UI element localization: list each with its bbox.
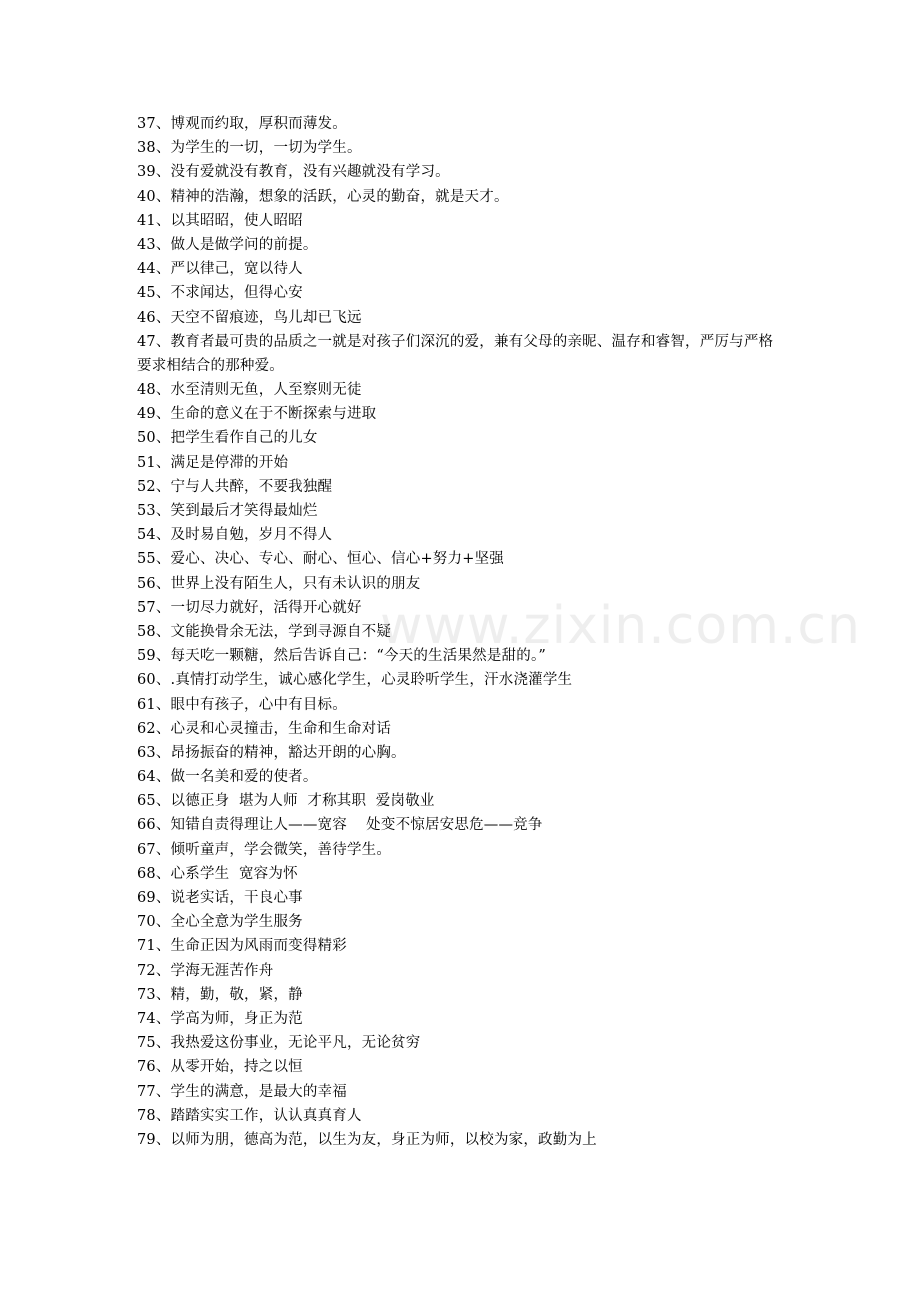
- list-item: 46、天空不留痕迹，鸟儿却已飞远: [137, 309, 362, 326]
- list-item: 48、水至清则无鱼，人至察则无徒: [137, 382, 362, 399]
- list-item: 39、没有爱就没有教育，没有兴趣就没有学习。: [137, 164, 450, 181]
- list-item: 68、心系学生 宽容为怀: [137, 865, 298, 882]
- list-item: 56、世界上没有陌生人，只有未认识的朋友: [137, 575, 421, 592]
- list-item: 77、学生的满意，是最大的幸福: [137, 1083, 347, 1100]
- list-item: 54、及时易自勉，岁月不得人: [137, 527, 333, 544]
- list-item: 60、.真情打动学生，诚心感化学生，心灵聆听学生，汗水浇灌学生: [137, 672, 573, 689]
- list-item: 53、笑到最后才笑得最灿烂: [137, 503, 318, 520]
- list-item: 71、生命正因为风雨而变得精彩: [137, 938, 347, 955]
- list-item: 58、文能换骨余无法，学到寻源自不疑: [137, 623, 392, 640]
- list-item: 40、精神的浩瀚，想象的活跃，心灵的勤奋，就是天才。: [137, 188, 509, 205]
- list-item: 55、爱心、决心、专心、耐心、恒心、信心+努力+坚强: [137, 551, 504, 568]
- list-item: 74、学高为师，身正为范: [137, 1010, 303, 1027]
- list-item: 65、以德正身 堪为人师 才称其职 爱岗敬业: [137, 793, 435, 810]
- list-item: 38、为学生的一切，一切为学生。: [137, 140, 362, 157]
- list-item: 62、心灵和心灵撞击，生命和生命对话: [137, 720, 392, 737]
- list-item: 72、学海无涯苦作舟: [137, 962, 274, 979]
- list-item: 43、做人是做学问的前提。: [137, 236, 318, 253]
- list-item: 59、每天吃一颗糖，然后告诉自己：“今天的生活果然是甜的。”: [137, 648, 547, 665]
- list-item: 51、满足是停滞的开始: [137, 454, 289, 471]
- list-item: 47、教育者最可贵的品质之一就是对孩子们深沉的爱，兼有父母的亲昵、温存和睿智，严厉与严格要求相结合的那种爱。: [137, 333, 774, 374]
- list-item: 73、精，勤，敬，紧，静: [137, 986, 303, 1003]
- document-body: [137, 112, 787, 1152]
- list-item: 61、眼中有孩子，心中有目标。: [137, 696, 347, 713]
- list-item: 50、把学生看作自己的儿女: [137, 430, 318, 447]
- list-item: 41、以其昭昭，使人昭昭: [137, 212, 303, 229]
- list-item: 76、从零开始，持之以恒: [137, 1059, 303, 1076]
- list-item: 37、博观而约取，厚积而薄发。: [137, 116, 347, 132]
- list-item: 66、知错自责得理让人——宽容 处变不惊居安思危——竞争: [137, 817, 543, 834]
- list-item: 75、我热爱这份事业，无论平凡，无论贫穷: [137, 1035, 421, 1052]
- list-item: 52、宁与人共醉，不要我独醒: [137, 478, 333, 495]
- list-item: 79、以师为朋，德高为范，以生为友，身正为师，以校为家，政勤为上: [137, 1131, 597, 1148]
- list-item: 44、严以律己，宽以待人: [137, 261, 303, 278]
- list-item: 49、生命的意义在于不断探索与进取: [137, 406, 377, 423]
- watermark: www.zixin.com.cn: [380, 596, 861, 656]
- list-item: 67、倾听童声，学会微笑，善待学生。: [137, 841, 392, 858]
- list-item: 78、踏踏实实工作，认认真真育人: [137, 1107, 362, 1124]
- list-item: 64、做一名美和爱的使者。: [137, 769, 318, 786]
- list-item: 69、说老实话，干良心事: [137, 890, 303, 907]
- list-item: 45、不求闻达，但得心安: [137, 285, 303, 302]
- list-item: 63、昂扬振奋的精神，豁达开朗的心胸。: [137, 744, 406, 761]
- list-item: 70、全心全意为学生服务: [137, 914, 303, 931]
- list-item: 57、一切尽力就好，活得开心就好: [137, 599, 362, 616]
